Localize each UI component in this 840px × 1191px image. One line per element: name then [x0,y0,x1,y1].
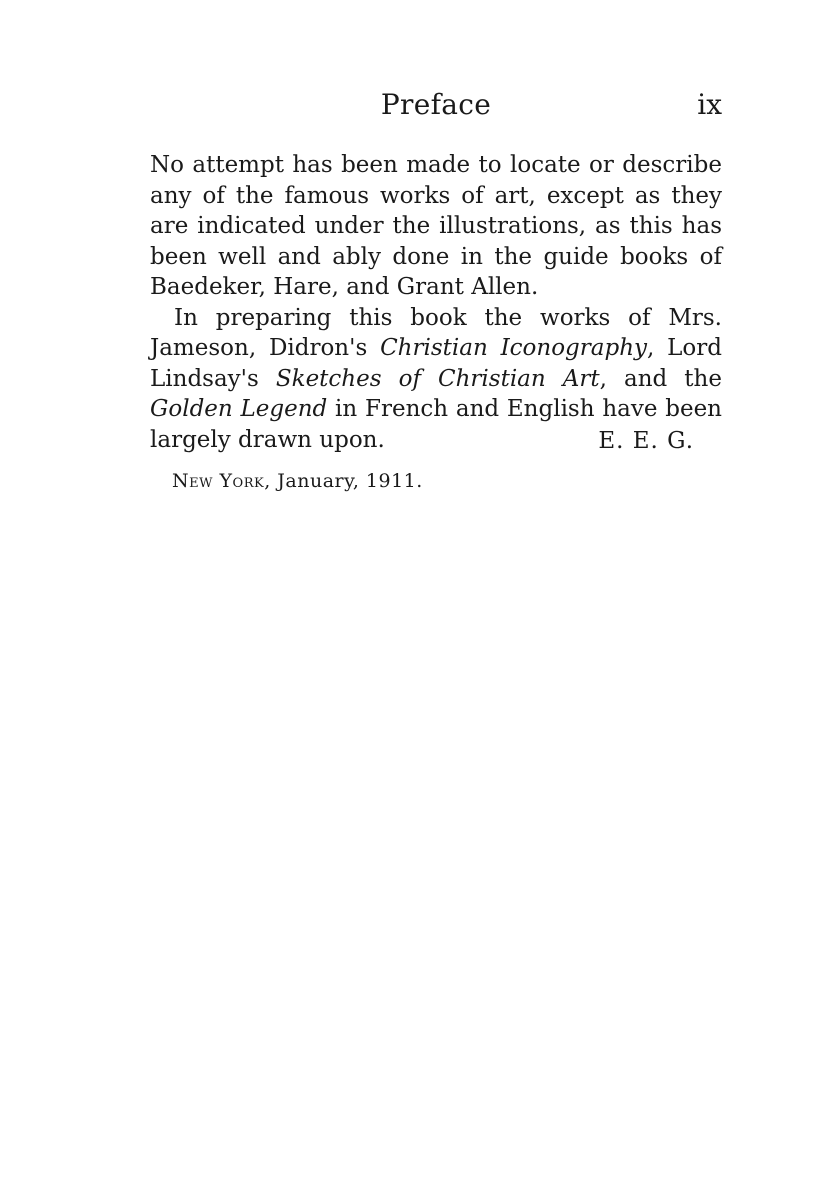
paragraph-1: No attempt has been made to locate or describe any of the famous works of art, except as they are indicated under the illustrations, as this has been well and ably done in the guide books of Baedeker, Hare, and Grant Allen. [150,152,722,300]
dateline-place: New York [172,470,265,492]
paragraph-2-text-1: In preparing this book the works of Mrs. Jameson, Didron's [150,304,722,361]
page-number: ix [697,88,722,121]
page-title: Preface [380,88,492,121]
author-initials: E. E. G. [598,428,694,454]
paragraph-2-text-3: , and the [599,365,722,392]
dateline-date: , January, 1911. [264,470,423,492]
paragraph-2-text-4: in French and English have been largely drawn upon. [150,396,722,453]
running-head [150,88,722,128]
title-sketches-of-christian-art: Sketches of Christian Art [275,365,600,392]
paragraph-2-text-2: , Lord Lindsay's [150,335,722,392]
title-golden-legend: Golden Legend [150,396,328,422]
preface-body [150,150,722,455]
title-christian-iconography: Christian Iconography [380,335,648,361]
dateline [172,470,423,492]
